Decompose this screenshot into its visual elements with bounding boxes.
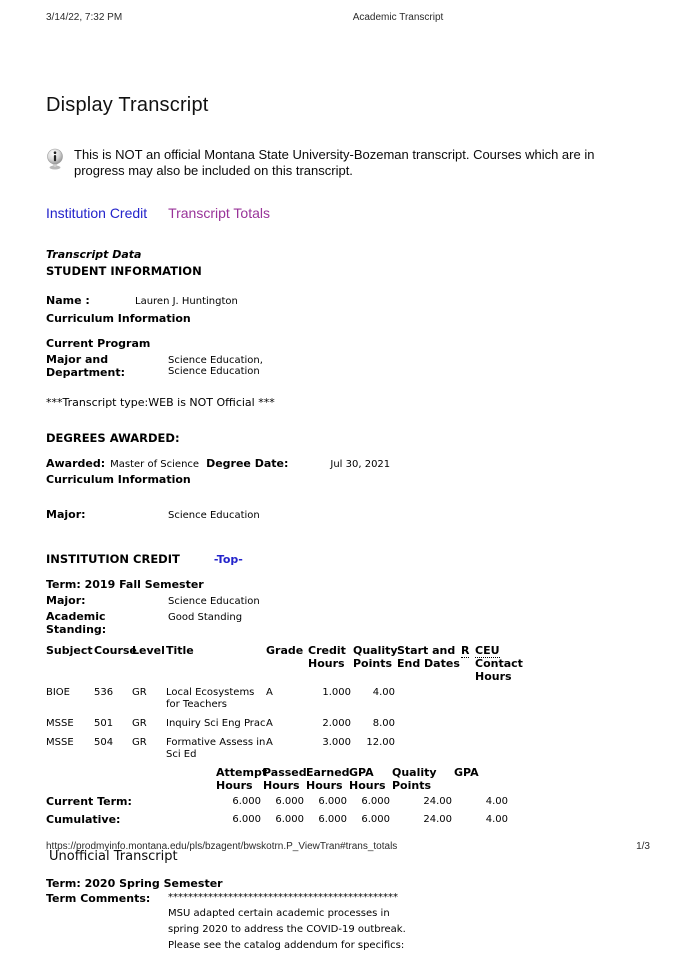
- course-row: [46, 683, 528, 714]
- cumulative-earned-hours: 6.000: [318, 814, 347, 825]
- col-header-gpa: GPA: [454, 766, 479, 779]
- col-header-grade: Grade: [266, 644, 304, 657]
- course-credit-hours: 1.000: [322, 687, 351, 698]
- current-quality-points: 24.00: [423, 796, 452, 807]
- name-label: Name :: [46, 294, 90, 307]
- major-department-row: [46, 353, 650, 379]
- anchor-links: [46, 205, 650, 221]
- transcript-type-note: ***Transcript type:WEB is NOT Official ***: [46, 396, 275, 409]
- term-comment-line: Please see the catalog addendum for specifics:: [168, 940, 405, 951]
- name-row: [46, 294, 650, 307]
- degree-major-row: [46, 508, 650, 521]
- col-header-title: Title: [166, 644, 194, 657]
- totals-spacer: [46, 766, 216, 792]
- cumulative-attempt-hours: 6.000: [232, 814, 261, 825]
- curriculum-information-heading: Curriculum Information: [46, 312, 191, 325]
- course-number: 536: [94, 687, 114, 698]
- course-title: Inquiry Sci Eng Prac: [166, 718, 266, 729]
- academic-standing-label: Academic Standing:: [46, 610, 107, 636]
- col-header-level: Level: [132, 644, 165, 657]
- course-subject: MSSE: [46, 737, 74, 748]
- term-major-label: Major:: [46, 594, 86, 607]
- course-credit-hours: 2.000: [322, 718, 351, 729]
- course-number: 504: [94, 737, 114, 748]
- course-grade: A: [266, 718, 273, 729]
- course-subject: BIOE: [46, 687, 70, 698]
- degree-date-value: Jul 30, 2021: [330, 459, 391, 470]
- student-information-heading: STUDENT INFORMATION: [46, 264, 202, 278]
- col-header-repeat: [461, 644, 475, 683]
- current-gpa-hours: 6.000: [361, 796, 390, 807]
- col-header-gpa-hours: GPA Hours: [349, 766, 386, 792]
- current-term-row: [46, 792, 510, 810]
- course-quality-points: 12.00: [366, 737, 395, 748]
- print-footer: [46, 841, 650, 852]
- course-start-end-dates: [397, 733, 461, 764]
- cumulative-quality-points: 24.00: [423, 814, 452, 825]
- course-ceu-hours: [475, 733, 528, 764]
- course-level: GR: [132, 718, 147, 729]
- term-major-value: Science Education: [168, 596, 260, 607]
- awarded-row: [46, 457, 650, 470]
- awarded-value: Master of Science: [110, 459, 200, 470]
- cumulative-label: Cumulative:: [46, 813, 121, 826]
- term-totals-table: [46, 766, 510, 828]
- footer-page-number: 1/3: [636, 841, 650, 852]
- major-department-line2: Science Education: [168, 366, 260, 377]
- cumulative-gpa-hours: 6.000: [361, 814, 390, 825]
- degree-major-label: Major:: [46, 508, 86, 521]
- transcript-totals-link[interactable]: Transcript Totals: [168, 205, 270, 221]
- cumulative-passed-hours: 6.000: [275, 814, 304, 825]
- col-header-ceu-contact-hours: [475, 644, 528, 683]
- course-table-header-row: [46, 644, 528, 683]
- course-subject: MSSE: [46, 718, 74, 729]
- term-comments-value: [168, 892, 406, 956]
- term-major-row: [46, 594, 650, 607]
- term-comment-line: MSU adapted certain academic processes in: [168, 908, 390, 919]
- print-doc-title: Academic Transcript: [352, 12, 444, 23]
- col-header-start-end-dates: Start and End Dates: [397, 644, 460, 670]
- name-value: Lauren J. Huntington: [135, 296, 238, 307]
- course-repeat: [461, 714, 475, 733]
- term-comment-line: spring 2020 to address the COVID-19 outbreak.: [168, 924, 406, 935]
- unofficial-transcript-label: Unofficial Transcript: [49, 849, 178, 864]
- degree-date-label: Degree Date:: [206, 457, 289, 470]
- term-fall-2019-label: Term: 2019 Fall Semester: [46, 578, 204, 591]
- course-level: GR: [132, 687, 147, 698]
- col-header-quality-points: Quality Points: [353, 644, 398, 670]
- course-start-end-dates: [397, 683, 461, 714]
- cumulative-gpa: 4.00: [485, 814, 508, 825]
- top-link[interactable]: -Top-: [213, 553, 243, 566]
- course-credit-hours: 3.000: [322, 737, 351, 748]
- ceu-abbr: CEU: [475, 644, 500, 657]
- col-header-course: Course: [94, 644, 137, 657]
- current-earned-hours: 6.000: [318, 796, 347, 807]
- course-row: [46, 714, 528, 733]
- course-level: GR: [132, 737, 147, 748]
- degree-major-value: Science Education: [168, 510, 260, 521]
- term-comment-line: **********************************************: [168, 892, 398, 903]
- course-quality-points: 4.00: [372, 687, 395, 698]
- course-repeat: [461, 683, 475, 714]
- totals-header-row: [46, 766, 510, 792]
- institution-credit-heading: [46, 552, 650, 566]
- term-comments-label: Term Comments:: [46, 892, 151, 905]
- academic-standing-row: [46, 610, 650, 636]
- institution-credit-heading-text: INSTITUTION CREDIT: [46, 552, 180, 566]
- course-title: Local Ecosystems for Teachers: [166, 687, 255, 710]
- course-row: [46, 733, 528, 764]
- major-department-value: [168, 355, 263, 377]
- page-title: Display Transcript: [46, 94, 209, 116]
- course-ceu-hours: [475, 683, 528, 714]
- course-title: Formative Assess in Sci Ed: [166, 737, 266, 760]
- current-attempt-hours: 6.000: [232, 796, 261, 807]
- course-grade: A: [266, 737, 273, 748]
- major-department-line1: Science Education,: [168, 355, 263, 366]
- col-header-credit-hours: Credit Hours: [308, 644, 346, 670]
- academic-standing-value: Good Standing: [168, 612, 243, 623]
- repeat-abbr: R: [461, 644, 470, 657]
- current-program-heading: Current Program: [46, 337, 151, 350]
- col-header-attempt-hours: Attempt Hours: [216, 766, 268, 792]
- col-header-quality-points: Quality Points: [392, 766, 437, 792]
- term-spring-2020-label: Term: 2020 Spring Semester: [46, 877, 223, 890]
- degrees-curriculum-heading: Curriculum Information: [46, 473, 191, 486]
- info-icon: [46, 148, 68, 174]
- transcript-data-title: Transcript Data: [46, 248, 142, 261]
- notice-text: This is NOT an official Montana State University-Bozeman transcript. Courses which are in progress may also be included on this transcript.: [74, 147, 595, 178]
- col-header-subject: Subject: [46, 644, 93, 657]
- current-gpa: 4.00: [485, 796, 508, 807]
- main-content: [46, 94, 650, 956]
- term-comments-row: [46, 892, 650, 956]
- course-grade: A: [266, 687, 273, 698]
- course-ceu-hours: [475, 714, 528, 733]
- course-start-end-dates: [397, 714, 461, 733]
- col-header-passed-hours: Passed Hours: [263, 766, 307, 792]
- col-header-earned-hours: Earned Hours: [306, 766, 350, 792]
- course-number: 501: [94, 718, 114, 729]
- course-table: [46, 644, 528, 764]
- major-department-label: Major and Department:: [46, 353, 125, 379]
- cumulative-row: [46, 810, 510, 828]
- course-repeat: [461, 733, 475, 764]
- current-passed-hours: 6.000: [275, 796, 304, 807]
- spring-2020-section: [46, 877, 650, 956]
- current-term-label: Current Term:: [46, 795, 132, 808]
- transcript-page: [13, 0, 683, 951]
- awarded-label: Awarded:: [46, 457, 106, 470]
- print-datetime: 3/14/22, 7:32 PM: [46, 12, 123, 23]
- unofficial-notice: [46, 147, 646, 179]
- degrees-awarded-heading: DEGREES AWARDED:: [46, 431, 180, 445]
- institution-credit-link[interactable]: Institution Credit: [46, 205, 148, 221]
- footer-url: https://prodmyinfo.montana.edu/pls/bzagent/bwskotrn.P_ViewTran#trans_totals: [46, 841, 398, 852]
- course-quality-points: 8.00: [372, 718, 395, 729]
- ceu-rest: Contact Hours: [475, 657, 523, 683]
